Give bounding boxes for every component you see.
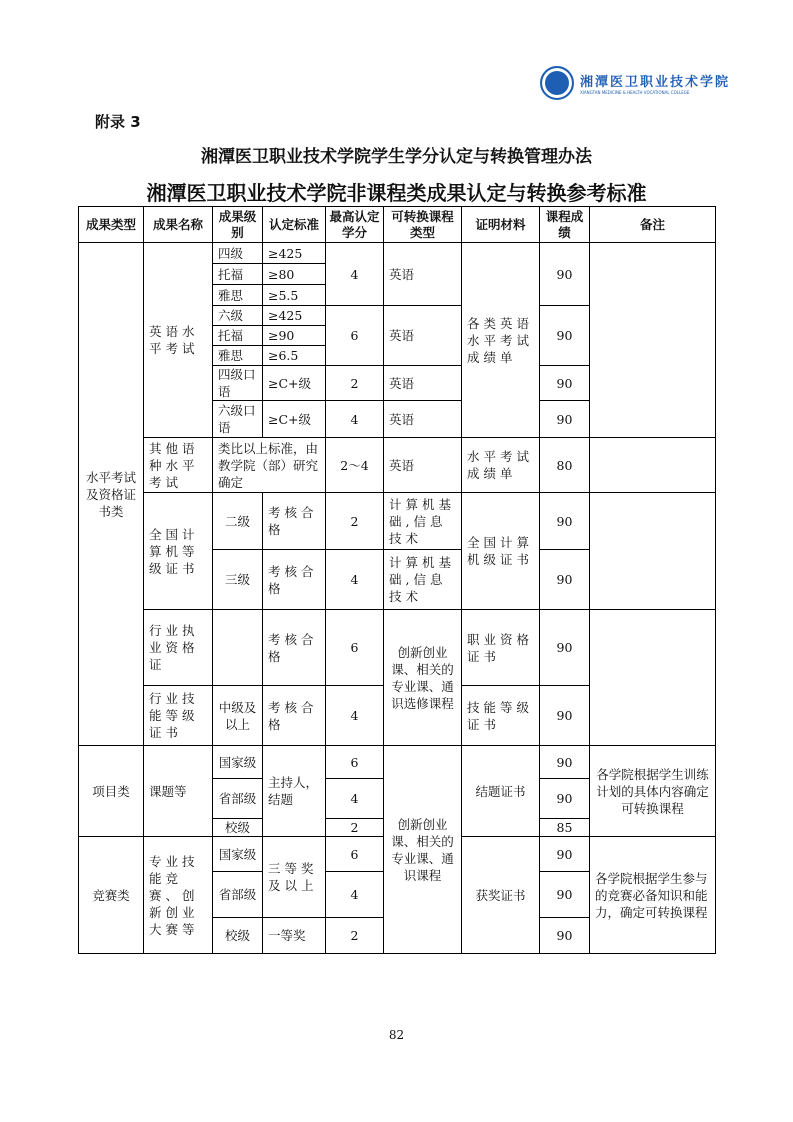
grade-cell: 90 xyxy=(540,746,590,779)
proof-cell: 结题证书 xyxy=(462,746,540,837)
standard-cell: ≥C+级 xyxy=(263,401,326,438)
table-header-row xyxy=(79,207,716,243)
standard-cell: ≥425 xyxy=(263,306,326,326)
remark-cell: 各学院根据学生参与的竞赛必备知识和能力，确定可转换课程 xyxy=(590,837,716,954)
credit-cell: 6 xyxy=(326,610,384,686)
table-row xyxy=(79,438,716,493)
credit-cell: 6 xyxy=(326,837,384,872)
table-title: 湘潭医卫职业技术学院非课程类成果认定与转换参考标准 xyxy=(146,181,647,205)
level-cell: 省部级 xyxy=(213,872,263,918)
col-header: 成果类型 xyxy=(79,207,144,243)
grade-cell: 90 xyxy=(540,837,590,872)
credit-cell: 2 xyxy=(326,366,384,401)
name-cell: 行业执业资格证 xyxy=(144,610,213,686)
proof-cell: 各类英语水平考试成绩单 xyxy=(462,243,540,438)
college-logo xyxy=(540,66,730,100)
credit-cell: 4 xyxy=(326,550,384,610)
category-cell: 竞赛类 xyxy=(79,837,144,954)
level-cell: 六级 xyxy=(213,306,263,326)
credit-cell: 2～4 xyxy=(326,438,384,493)
name-cell: 英语水平考试 xyxy=(144,243,213,438)
standard-cell: 主持人，结题 xyxy=(263,746,326,837)
standard-cell: 考核合格 xyxy=(263,550,326,610)
course-type-cell: 创新创业课、相关的专业课、通识选修课程 xyxy=(384,610,462,746)
level-cell: 校级 xyxy=(213,918,263,954)
col-header: 证明材料 xyxy=(462,207,540,243)
name-cell: 其他语种水平考试 xyxy=(144,438,213,493)
level-cell: 托福 xyxy=(213,326,263,346)
course-type-cell: 计算机基础,信息技术 xyxy=(384,493,462,550)
col-header: 成果级别 xyxy=(213,207,263,243)
grade-cell: 90 xyxy=(540,610,590,686)
grade-cell: 90 xyxy=(540,550,590,610)
grade-cell: 90 xyxy=(540,401,590,438)
credit-cell: 2 xyxy=(326,918,384,954)
table-row xyxy=(79,243,716,264)
level-cell: 雅思 xyxy=(213,285,263,306)
standard-cell: 一等奖 xyxy=(263,918,326,954)
grade-cell: 80 xyxy=(540,438,590,493)
credit-cell: 6 xyxy=(326,306,384,366)
standard-cell: ≥C+级 xyxy=(263,366,326,401)
standard-cell: ≥425 xyxy=(263,243,326,264)
credit-conversion-table xyxy=(78,206,716,954)
course-type-cell: 英语 xyxy=(384,366,462,401)
course-type-cell: 英语 xyxy=(384,243,462,306)
proof-cell: 获奖证书 xyxy=(462,837,540,954)
level-cell: 二级 xyxy=(213,493,263,550)
standard-cell: ≥6.5 xyxy=(263,346,326,366)
level-cell: 校级 xyxy=(213,819,263,837)
table-row xyxy=(79,493,716,550)
grade-cell: 90 xyxy=(540,872,590,918)
remark-cell xyxy=(590,243,716,438)
document-title: 湘潭医卫职业技术学院学生学分认定与转换管理办法 xyxy=(201,147,592,167)
credit-cell: 4 xyxy=(326,872,384,918)
course-type-cell: 计算机基础,信息技术 xyxy=(384,550,462,610)
standard-cell: 三等奖及以上 xyxy=(263,837,326,918)
col-header: 可转换课程类型 xyxy=(384,207,462,243)
proof-cell: 全国计算机级证书 xyxy=(462,493,540,610)
course-type-cell: 英语 xyxy=(384,401,462,438)
level-cell: 六级口语 xyxy=(213,401,263,438)
remark-cell xyxy=(590,493,716,610)
credit-cell: 6 xyxy=(326,746,384,779)
standard-cell: ≥5.5 xyxy=(263,285,326,306)
grade-cell: 90 xyxy=(540,918,590,954)
col-header: 课程成绩 xyxy=(540,207,590,243)
logo-english-name: XIANGTAN MEDICINE & HEALTH VOCATIONAL COLLEGE xyxy=(580,90,690,95)
name-cell: 全国计算机等级证书 xyxy=(144,493,213,610)
name-cell: 专业技能竞赛、创新创业大赛等 xyxy=(144,837,213,954)
level-cell: 国家级 xyxy=(213,837,263,872)
level-cell: 省部级 xyxy=(213,779,263,819)
course-type-cell: 创新创业课、相关的专业课、通识课程 xyxy=(384,746,462,954)
name-cell: 课题等 xyxy=(144,746,213,837)
grade-cell: 90 xyxy=(540,306,590,366)
proof-cell: 水平考试成绩单 xyxy=(462,438,540,493)
course-type-cell: 英语 xyxy=(384,438,462,493)
grade-cell: 90 xyxy=(540,366,590,401)
grade-cell: 90 xyxy=(540,779,590,819)
level-cell: 三级 xyxy=(213,550,263,610)
proof-cell: 职业资格证书 xyxy=(462,610,540,686)
col-header: 成果名称 xyxy=(144,207,213,243)
category-cell: 项目类 xyxy=(79,746,144,837)
level-cell: 四级 xyxy=(213,243,263,264)
level-cell xyxy=(213,610,263,686)
category-cell: 水平考试及资格证书类 xyxy=(79,243,144,746)
grade-cell: 90 xyxy=(540,493,590,550)
credit-cell: 4 xyxy=(326,243,384,306)
logo-chinese-name: 湘潭医卫职业技术学院 xyxy=(580,75,731,90)
grade-cell: 90 xyxy=(540,686,590,746)
appendix-label: 附录 3 xyxy=(95,113,141,131)
level-cell: 四级口语 xyxy=(213,366,263,401)
standard-cell: 考核合格 xyxy=(263,686,326,746)
remark-cell: 各学院根据学生训练计划的具体内容确定可转换课程 xyxy=(590,746,716,837)
standard-cell: 类比以上标准，由教学院（部）研究确定 xyxy=(213,438,326,493)
course-type-cell: 英语 xyxy=(384,306,462,366)
col-header: 认定标准 xyxy=(263,207,326,243)
level-cell: 雅思 xyxy=(213,346,263,366)
grade-cell: 85 xyxy=(540,819,590,837)
standard-cell: 考核合格 xyxy=(263,493,326,550)
page-number: 82 xyxy=(388,1028,405,1042)
name-cell: 行业技能等级证书 xyxy=(144,686,213,746)
credit-cell: 4 xyxy=(326,779,384,819)
proof-cell: 技能等级证书 xyxy=(462,686,540,746)
col-header: 最高认定学分 xyxy=(326,207,384,243)
table-row xyxy=(79,610,716,686)
standard-cell: 考核合格 xyxy=(263,610,326,686)
grade-cell: 90 xyxy=(540,243,590,306)
credit-cell: 4 xyxy=(326,401,384,438)
remark-cell xyxy=(590,438,716,493)
col-header: 备注 xyxy=(590,207,716,243)
level-cell: 托福 xyxy=(213,264,263,285)
level-cell: 国家级 xyxy=(213,746,263,779)
remark-cell xyxy=(590,610,716,746)
level-cell: 中级及以上 xyxy=(213,686,263,746)
table-row xyxy=(79,746,716,779)
college-seal-icon xyxy=(540,66,574,100)
standard-cell: ≥90 xyxy=(263,326,326,346)
credit-cell: 2 xyxy=(326,819,384,837)
standard-cell: ≥80 xyxy=(263,264,326,285)
credit-cell: 2 xyxy=(326,493,384,550)
credit-cell: 4 xyxy=(326,686,384,746)
